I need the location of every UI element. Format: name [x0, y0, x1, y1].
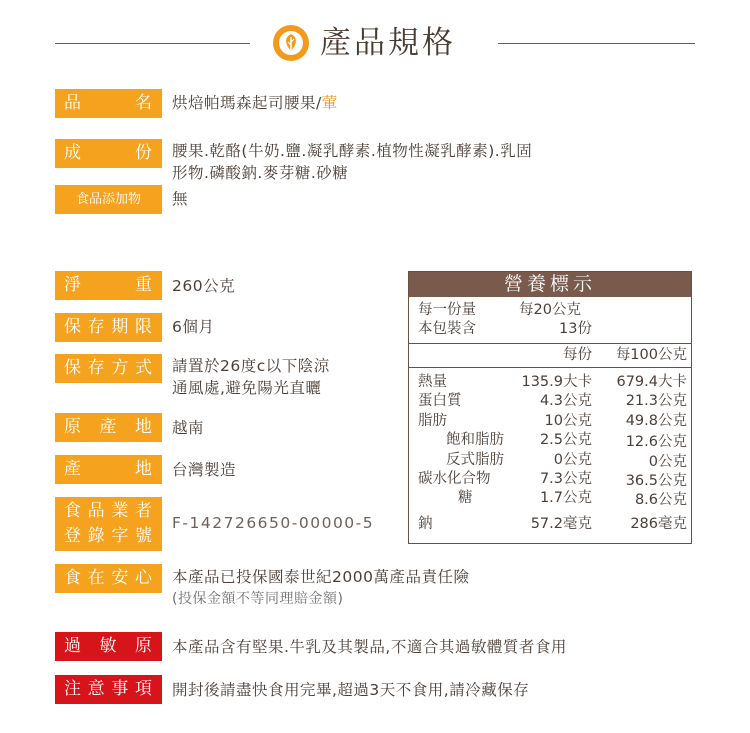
- col-per-100g-header: 每100公克: [615, 347, 687, 363]
- product-name-value: [172, 92, 338, 114]
- product-name-accent: 葷: [321, 94, 338, 112]
- allergen-value: 本產品含有堅果.牛乳及其製品,不適合其過敏體質者食用: [172, 638, 567, 656]
- shelf-life-value: 6個月: [172, 318, 215, 336]
- nutrition-divider-2: [409, 367, 691, 368]
- nutrient-per-100g: 12.6公克: [625, 434, 687, 451]
- nutrient-per-serving: 4.3公克: [539, 393, 592, 410]
- label-ingredients: 成 份: [55, 139, 162, 168]
- nutrient-per-100g: 8.6公克: [634, 492, 687, 509]
- product-name-text: 烘焙帕瑪森起司腰果/: [172, 94, 322, 112]
- storage-line2: 通風處,避免陽光直曬: [172, 379, 322, 397]
- nutrition-facts-table: [408, 271, 692, 544]
- ingredients-line2: 形物.磷酸鈉.麥芽糖.砂糖: [172, 164, 349, 182]
- label-additives: 食品添加物: [55, 185, 162, 214]
- nutrient-name: 碳水化合物: [418, 471, 491, 487]
- nutrient-per-serving: 57.2毫克: [530, 515, 592, 532]
- label-product-name: 品 名: [55, 89, 162, 118]
- registration-value: F-142726650-00000-5: [172, 514, 375, 532]
- col-per-serving-header: 每份: [563, 347, 592, 363]
- servings-value: 13份: [559, 321, 592, 337]
- net-weight-value: 260公克: [172, 277, 236, 295]
- label-storage: 保存方式: [55, 354, 162, 383]
- nutrient-per-100g: 0公克: [648, 453, 687, 470]
- nutrient-per-serving: 10公克: [544, 412, 592, 429]
- serving-size-label: 每一份量: [418, 302, 476, 318]
- nutrient-per-serving: 1.7公克: [539, 490, 592, 507]
- header-divider-left: [55, 43, 250, 44]
- label-net-weight: 淨 重: [55, 271, 162, 300]
- servings-label: 本包裝含: [418, 321, 476, 337]
- nutrient-per-serving: 135.9大卡: [521, 374, 592, 390]
- page-title: 產品規格: [320, 25, 456, 61]
- nutrient-name: 熱量: [418, 374, 447, 390]
- nutrition-title: 營養標示: [409, 272, 691, 297]
- label-allergen: 過敏原: [55, 632, 162, 661]
- nutrient-per-serving: 7.3公克: [539, 471, 592, 487]
- label-insurance: 食在安心: [55, 564, 162, 593]
- nutrient-name: 鈉: [418, 515, 433, 532]
- leaf-icon: [273, 25, 309, 61]
- nutrient-name: 飽和脂肪: [446, 432, 504, 449]
- header-divider-right: [498, 43, 695, 44]
- label-registration-line2: 登錄字號: [64, 526, 153, 546]
- label-shelf-life: 保存期限: [55, 313, 162, 342]
- storage-value: [172, 355, 330, 399]
- origin-value: 越南: [172, 419, 205, 437]
- nutrient-per-100g: 36.5公克: [625, 473, 687, 489]
- nutrient-per-100g: 49.8公克: [625, 412, 687, 429]
- label-registration-line1: 食品業者: [64, 501, 153, 521]
- insurance-line2: (投保金額不等同理賠金額): [172, 591, 344, 607]
- label-origin: 原產地: [55, 413, 162, 442]
- ingredients-value: [172, 140, 532, 184]
- nutrient-per-100g: 679.4大卡: [616, 374, 687, 390]
- additives-value: 無: [172, 190, 189, 208]
- nutrient-name: 脂肪: [418, 412, 447, 429]
- nutrient-per-serving: 0公克: [553, 451, 592, 468]
- nutrient-per-serving: 2.5公克: [539, 432, 592, 449]
- insurance-value: [172, 566, 469, 610]
- nutrition-divider-1: [409, 343, 691, 344]
- nutrient-name: 反式脂肪: [446, 451, 504, 468]
- label-registration: [55, 497, 162, 551]
- storage-line1: 請置於26度c以下陰涼: [172, 357, 330, 375]
- caution-value: 開封後請盡快食用完畢,超過3天不食用,請冷藏保存: [172, 681, 530, 699]
- label-manufacture: 產 地: [55, 455, 162, 484]
- ingredients-line1: 腰果.乾酪(牛奶.鹽.凝乳酵素.植物性凝乳酵素).乳固: [172, 142, 533, 160]
- serving-size-value: 每20公克: [519, 302, 581, 318]
- nutrient-name: 蛋白質: [418, 393, 462, 410]
- nutrient-name: 糖: [458, 490, 473, 507]
- nutrient-per-100g: 21.3公克: [625, 393, 687, 410]
- label-caution: 注意事項: [55, 675, 162, 704]
- manufacture-value: 台灣製造: [172, 461, 237, 479]
- nutrient-per-100g: 286毫克: [630, 515, 687, 532]
- insurance-line1: 本產品已投保國泰世紀2000萬產品責任險: [172, 568, 470, 586]
